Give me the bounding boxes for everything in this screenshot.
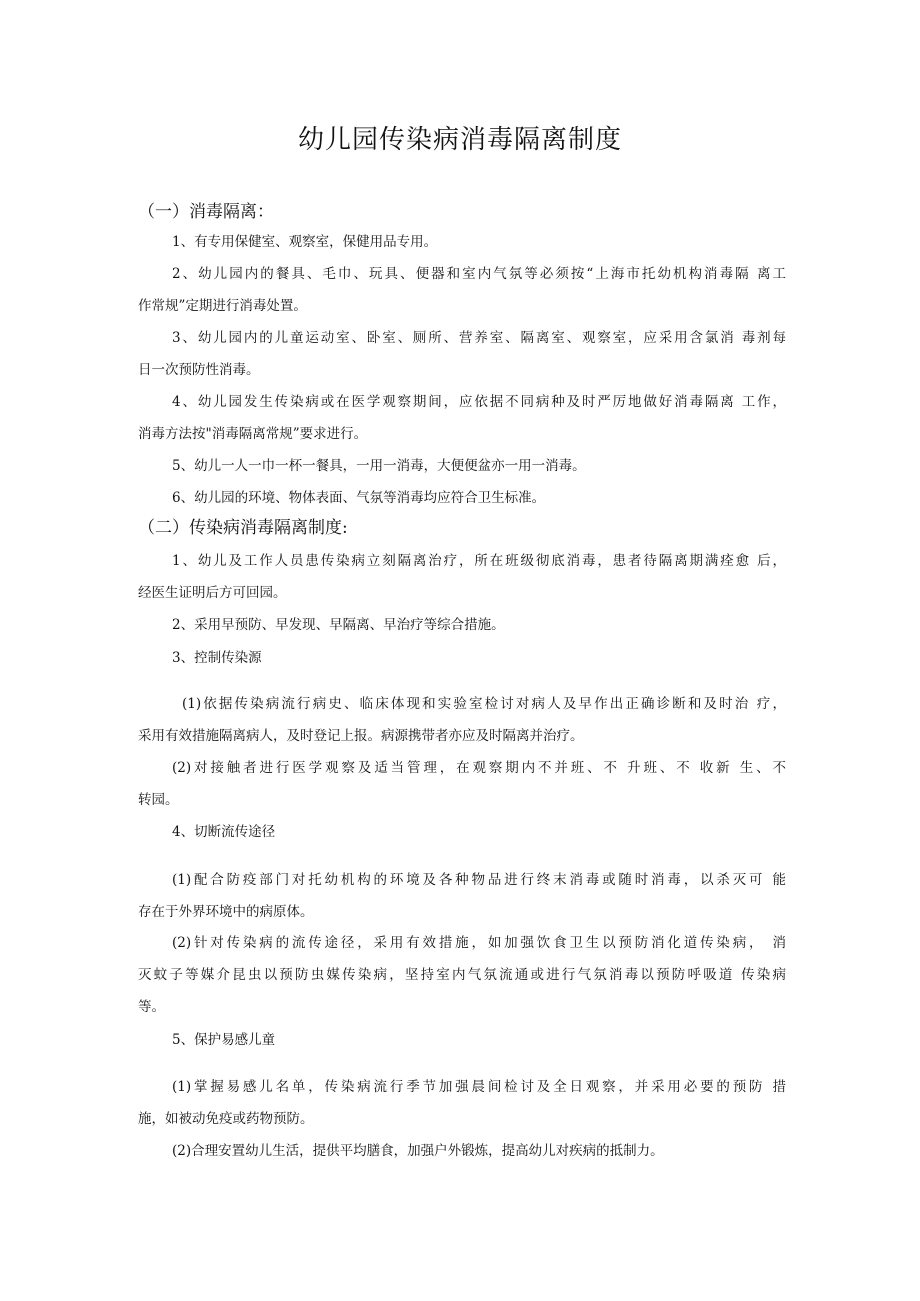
paragraph-line: 作常规”定期进行消毒处置。 (138, 298, 307, 314)
paragraph (138, 226, 786, 258)
paragraph (138, 609, 786, 641)
paragraph-line: (1)掌握易感儿名单，传染病流行季节加强晨间检讨及全日观察，并采用必要的预防 措 (172, 1079, 786, 1095)
paragraph (138, 927, 786, 1023)
paragraph-line: 4、切断流传途径 (172, 824, 276, 840)
paragraph-line: 5、幼儿一人一巾一杯一餐具，一用一消毒，大便便盆亦一用一消毒。 (172, 458, 586, 474)
paragraph (138, 322, 786, 386)
paragraph (138, 545, 786, 609)
paragraph (138, 258, 786, 322)
paragraph-line: 消毒方法按"消毒隔离常规”要求进行。 (138, 426, 368, 442)
paragraph (138, 482, 786, 514)
paragraph-line: 等。 (138, 999, 165, 1015)
paragraph (138, 688, 786, 752)
paragraph-line: 2、采用早预防、早发现、早隔离、早治疗等综合措施。 (172, 617, 505, 633)
paragraph-line: 3、幼儿园内的儿童运动室、卧室、厕所、营养室、隔离室、观察室，应采用含氯消 毒剂每 (172, 330, 786, 346)
paragraph-line: 日一次预防性消毒。 (138, 362, 260, 378)
section-heading-isolation-system: （二）传染病消毒隔离制度: (138, 518, 348, 538)
section-heading-disinfection: （一）消毒隔离： (138, 202, 274, 222)
paragraph-line: 灭蚊子等媒介昆虫以预防虫媒传染病，坚持室内气氛流通或进行气氛消毒以预防呼吸道 传染病 (138, 967, 786, 983)
subheading (138, 642, 786, 674)
paragraph-line: (2)对接触者进行医学观察及适当管理，在观察期内不并班、不 升班、不 收新 生、不 (172, 760, 786, 776)
paragraph-line: 采用有效措施隔离病人，及时登记上报。病源携带者亦应及时隔离并治疗。 (138, 728, 584, 744)
paragraph-line: (2)合理安置幼儿生活，提供平均膳食，加强户外锻炼，提高幼儿对疾病的抵制力。 (172, 1143, 664, 1159)
paragraph-line: 存在于外界环境中的病原体。 (138, 904, 314, 920)
paragraph-line: (1)依据传染病流行病史、临床体现和实验室检讨对病人及早作出正确诊断和及时治 疗， (182, 696, 786, 712)
subheading (138, 1024, 786, 1056)
paragraph-line: 6、幼儿园的环境、物体表面、气氛等消毒均应符合卫生标准。 (172, 490, 546, 506)
paragraph-line: (2)针对传染病的流传途径，采用有效措施，如加强饮食卫生以预防消化道传染病， 消 (172, 935, 786, 951)
paragraph (138, 1135, 786, 1167)
paragraph-line: 1、幼儿及工作人员患传染病立刻隔离治疗，所在班级彻底消毒，患者待隔离期满痊愈 后， (172, 553, 786, 569)
paragraph (138, 864, 786, 928)
paragraph-line: 施，如被动免疫或药物预防。 (138, 1111, 314, 1127)
paragraph-line: (1)配合防疫部门对托幼机构的环境及各种物品进行终末消毒或随时消毒，以杀灭可 能 (172, 872, 786, 888)
document-title: 幼儿园传染病消毒隔离制度 (297, 125, 622, 155)
paragraph-line: 经医生证明后方可回园。 (138, 585, 287, 601)
subheading (138, 816, 786, 848)
paragraph-line: 转园。 (138, 792, 179, 808)
paragraph-line: 1、有专用保健室、观察室，保健用品专用。 (172, 234, 438, 250)
paragraph (138, 450, 786, 482)
paragraph (138, 386, 786, 450)
paragraph-line: 5、保护易感儿童 (172, 1032, 276, 1048)
paragraph-line: 2、幼儿园内的餐具、毛巾、玩具、便器和室内气氛等必须按“上海市托幼机构消毒隔 离工 (172, 266, 786, 282)
paragraph-line: 3、控制传染源 (172, 650, 262, 666)
paragraph-line: 4、幼儿园发生传染病或在医学观察期间，应依据不同病种及时严厉地做好消毒隔离 工作， (172, 394, 786, 410)
paragraph (138, 1071, 786, 1135)
paragraph (138, 752, 786, 816)
